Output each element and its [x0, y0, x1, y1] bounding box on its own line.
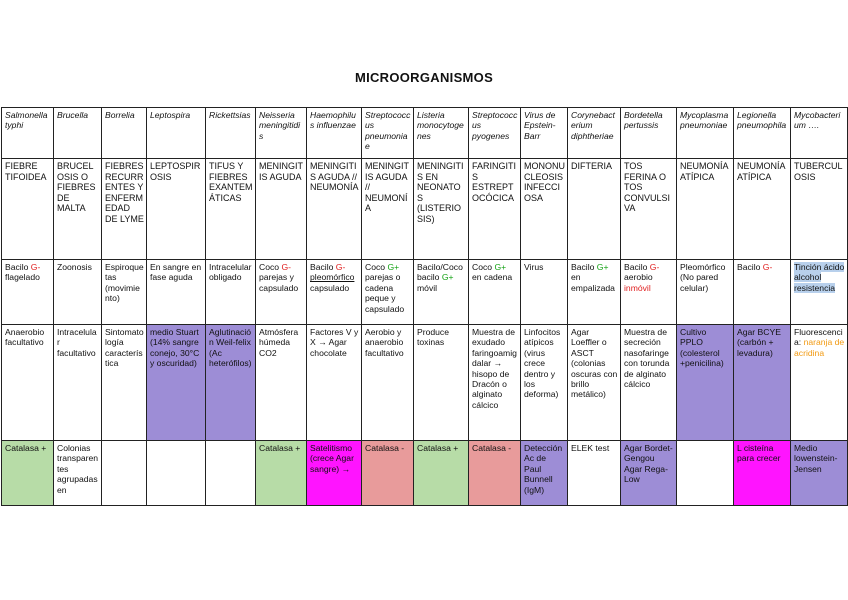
culture-cell-text: medio Stuart (14% sangre conejo, 30°C y oscuridad) — [150, 327, 200, 369]
morphology-cell — [414, 260, 469, 325]
diagnosis-cell — [206, 441, 256, 506]
diagnosis-cell-text: Medio lowenstein-Jensen — [794, 443, 838, 474]
culture-cell — [54, 325, 102, 441]
morphology-cell-text: en cadena — [472, 272, 513, 283]
diagnosis-cell-text: ELEK test — [571, 443, 610, 453]
diagnosis-cell-text: Catalasa + — [417, 443, 459, 453]
morphology-cell-text: G- — [281, 262, 291, 272]
morphology-cell-text: Tinción ácido alcohol resistencia — [794, 262, 845, 293]
morphology-cell-text: parejas y capsulado — [259, 272, 299, 293]
culture-cell — [568, 325, 621, 441]
morphology-cell — [734, 260, 791, 325]
organism-name: Haemophilus influenzae — [307, 108, 362, 159]
morphology-cell-text: pleomórfico — [310, 272, 355, 283]
culture-cell-text: Cultivo PPLO (colesterol +penicilina) — [680, 327, 724, 369]
morphology-cell-text: Coco — [472, 262, 495, 272]
morphology-cell-text: Bacilo — [571, 262, 597, 272]
morphology-cell-text: móvil — [417, 282, 438, 293]
organism-name: Streptococcus pneumoniae — [362, 108, 414, 159]
morphology-cell-text: G+ — [494, 262, 507, 272]
organism-name: Borrelia — [102, 108, 147, 159]
morphology-cell-text: flagelado — [5, 272, 40, 283]
disease-name: FARINGITIS ESTREPTOCÓCICA — [469, 159, 521, 260]
morphology-cell-text: Virus — [524, 262, 544, 272]
disease-name: MENINGITIS EN NEONATOS (LISTERIOSIS) — [414, 159, 469, 260]
organism-name: Mycobacterium …. — [791, 108, 848, 159]
diagnosis-cell-text: Catalasa - — [365, 443, 405, 453]
culture-cell-text: Linfocitos atípicos (virus crece dentro y los deforma) — [524, 327, 561, 400]
morphology-cell — [791, 260, 848, 325]
microorganisms-table — [1, 107, 848, 506]
culture-cell — [414, 325, 469, 441]
diagnosis-cell — [307, 441, 362, 506]
disease-name: MENINGITIS AGUDA // NEUMONÍA — [362, 159, 414, 260]
morphology-cell-text: capsulado — [310, 282, 350, 293]
disease-name: BRUCELOSIS O FIEBRES DE MALTA — [54, 159, 102, 260]
culture-cell-text: Sintomatología característica — [105, 327, 144, 369]
diagnosis-cell — [362, 441, 414, 506]
culture-cell-text: naranja de acridina — [794, 337, 845, 358]
morphology-cell-text: Espiroquetas (movimiento) — [105, 262, 144, 304]
culture-cell-text: Muestra de secreción nasofaringe con torunda de alginato cálcico — [624, 327, 670, 390]
diagnosis-cell — [256, 441, 307, 506]
diagnosis-cell-text: L cisteína para crecer — [737, 443, 781, 464]
diagnosis-cell — [2, 441, 54, 506]
morphology-cell — [2, 260, 54, 325]
diagnosis-cell-text: Catalasa + — [259, 443, 301, 453]
page-title: MICROORGANISMOS — [354, 70, 494, 85]
organism-name: Rickettsias — [206, 108, 256, 159]
morphology-cell-text: Bacilo — [737, 262, 763, 272]
organism-name: Bordetella pertussis — [621, 108, 677, 159]
morphology-cell-text: Pleomórfico (No pared celular) — [680, 262, 726, 293]
morphology-cell — [54, 260, 102, 325]
morphology-cell-text: Bacilo — [624, 262, 650, 272]
diagnosis-cell — [791, 441, 848, 506]
diagnosis-cell — [677, 441, 734, 506]
disease-row — [2, 159, 848, 260]
diagnosis-cell-text: Satelitismo (crece Agar sangre) → — [310, 443, 354, 474]
disease-name: MONONUCLEOSIS INFECCIOSA — [521, 159, 568, 260]
morphology-cell-text: aerobio — [624, 272, 653, 283]
organism-name: Streptococcus pyogenes — [469, 108, 521, 159]
morphology-cell-text: Bacilo — [5, 262, 31, 272]
culture-cell — [362, 325, 414, 441]
morphology-cell-text: G- — [30, 262, 41, 272]
culture-cell-text: Anaerobio facultativo — [5, 327, 45, 348]
morphology-cell-text: Coco — [259, 262, 282, 272]
morphology-cell — [677, 260, 734, 325]
diagnosis-cell — [469, 441, 521, 506]
morphology-cell-text: inmóvil — [624, 282, 651, 293]
culture-cell — [147, 325, 206, 441]
morphology-cell-text: parejas o cadena peque y capsulado — [365, 272, 405, 314]
culture-cell-text: Fluorescencia: — [794, 327, 843, 348]
culture-cell — [734, 325, 791, 441]
morphology-cell — [621, 260, 677, 325]
culture-cell-text: Agar Loeffler o ASCT (colonias oscuras con brillo metálico) — [571, 327, 618, 400]
diagnosis-cell-text: Catalasa + — [5, 443, 47, 453]
disease-name: FIEBRE TIFOIDEA — [2, 159, 54, 260]
morphology-cell-text: G- — [649, 262, 660, 272]
diagnosis-cell — [568, 441, 621, 506]
diagnosis-cell — [102, 441, 147, 506]
morphology-cell — [102, 260, 147, 325]
culture-cell-text: Aerobio y anaerobio facultativo — [365, 327, 404, 358]
diagnosis-cell-text: Colonias transparentes agrupadas en — [57, 443, 99, 495]
diagnosis-cell — [414, 441, 469, 506]
morphology-cell-text: G- — [762, 262, 773, 272]
culture-cell — [307, 325, 362, 441]
diagnosis-cell-text: Catalasa - — [472, 443, 512, 453]
culture-row — [2, 325, 848, 441]
organism-name: Legionella pneumophila — [734, 108, 791, 159]
morphology-row — [2, 260, 848, 325]
organism-name: Leptospira — [147, 108, 206, 159]
morphology-cell — [521, 260, 568, 325]
diagnosis-cell-text: Detección Ac de Paul Bunnell (IgM) — [524, 443, 563, 495]
header-row — [2, 108, 848, 159]
diagnosis-cell — [621, 441, 677, 506]
morphology-cell — [206, 260, 256, 325]
culture-cell-text: Agar BCYE (carbón + levadura) — [737, 327, 781, 358]
culture-cell — [621, 325, 677, 441]
diagnosis-cell — [521, 441, 568, 506]
organism-name: Brucella — [54, 108, 102, 159]
culture-cell-text: Factores V y X → Agar chocolate — [310, 327, 359, 358]
disease-name: DIFTERIA — [568, 159, 621, 260]
disease-name: MENINGITIS AGUDA // NEUMONÍA — [307, 159, 362, 260]
diagnosis-cell — [734, 441, 791, 506]
morphology-cell — [568, 260, 621, 325]
organism-name: Virus de Epstein-Barr — [521, 108, 568, 159]
morphology-cell-text: Intracelular obligado — [209, 262, 252, 283]
culture-cell — [791, 325, 848, 441]
morphology-cell — [469, 260, 521, 325]
culture-cell-text: Intracelular facultativo — [57, 327, 97, 358]
diagnosis-row — [2, 441, 848, 506]
culture-cell-text: Atmósfera húmeda CO2 — [259, 327, 299, 358]
morphology-cell-text: G- — [335, 262, 346, 272]
culture-cell-text: Muestra de exudado faringoamigdalar → hisopo de Dracón o alginato cálcico — [472, 327, 517, 410]
morphology-cell-text: G+ — [387, 262, 400, 272]
morphology-cell — [147, 260, 206, 325]
morphology-cell — [362, 260, 414, 325]
disease-name: TIFUS Y FIEBRES EXANTEMÁTICAS — [206, 159, 256, 260]
morphology-cell-text: Zoonosis — [57, 262, 92, 272]
morphology-cell-text: Bacilo — [310, 262, 336, 272]
morphology-cell-text: en empalizada — [571, 272, 615, 293]
culture-cell — [677, 325, 734, 441]
culture-cell — [521, 325, 568, 441]
culture-cell — [469, 325, 521, 441]
diagnosis-cell — [147, 441, 206, 506]
organism-name: Mycoplasma pneumoniae — [677, 108, 734, 159]
organism-name: Listeria monocytogenes — [414, 108, 469, 159]
organism-name: Neisseria meningitidis — [256, 108, 307, 159]
disease-name: TOS FERINA O TOS CONVULSIVA — [621, 159, 677, 260]
culture-cell — [102, 325, 147, 441]
disease-name: FIEBRES RECURRENTES Y ENFERMEDAD DE LYME — [102, 159, 147, 260]
disease-name: NEUMONÍA ATÍPICA — [734, 159, 791, 260]
morphology-cell-text: Bacilo/Cocobacilo — [417, 262, 463, 283]
culture-cell-text: Aglutinación Weil-felix (Ac heterófilos) — [209, 327, 252, 369]
culture-cell — [206, 325, 256, 441]
morphology-cell-text: En sangre en fase aguda — [150, 262, 202, 283]
morphology-cell-text: G+ — [441, 272, 454, 283]
diagnosis-cell — [54, 441, 102, 506]
disease-name: NEUMONÍA ATÍPICA — [677, 159, 734, 260]
diagnosis-cell-text: Agar Bordet-Gengou Agar Rega-Low — [624, 443, 673, 485]
organism-name: Corynebacterium diphtheriae — [568, 108, 621, 159]
culture-cell-text: Produce toxinas — [417, 327, 450, 348]
organism-name: Salmonella typhi — [2, 108, 54, 159]
culture-cell — [2, 325, 54, 441]
morphology-cell-text: Coco — [365, 262, 388, 272]
disease-name: MENINGITIS AGUDA — [256, 159, 307, 260]
disease-name: LEPTOSPIROSIS — [147, 159, 206, 260]
morphology-cell — [307, 260, 362, 325]
disease-name: TUBERCULOSIS — [791, 159, 848, 260]
morphology-cell-text: G+ — [596, 262, 609, 272]
morphology-cell — [256, 260, 307, 325]
culture-cell — [256, 325, 307, 441]
